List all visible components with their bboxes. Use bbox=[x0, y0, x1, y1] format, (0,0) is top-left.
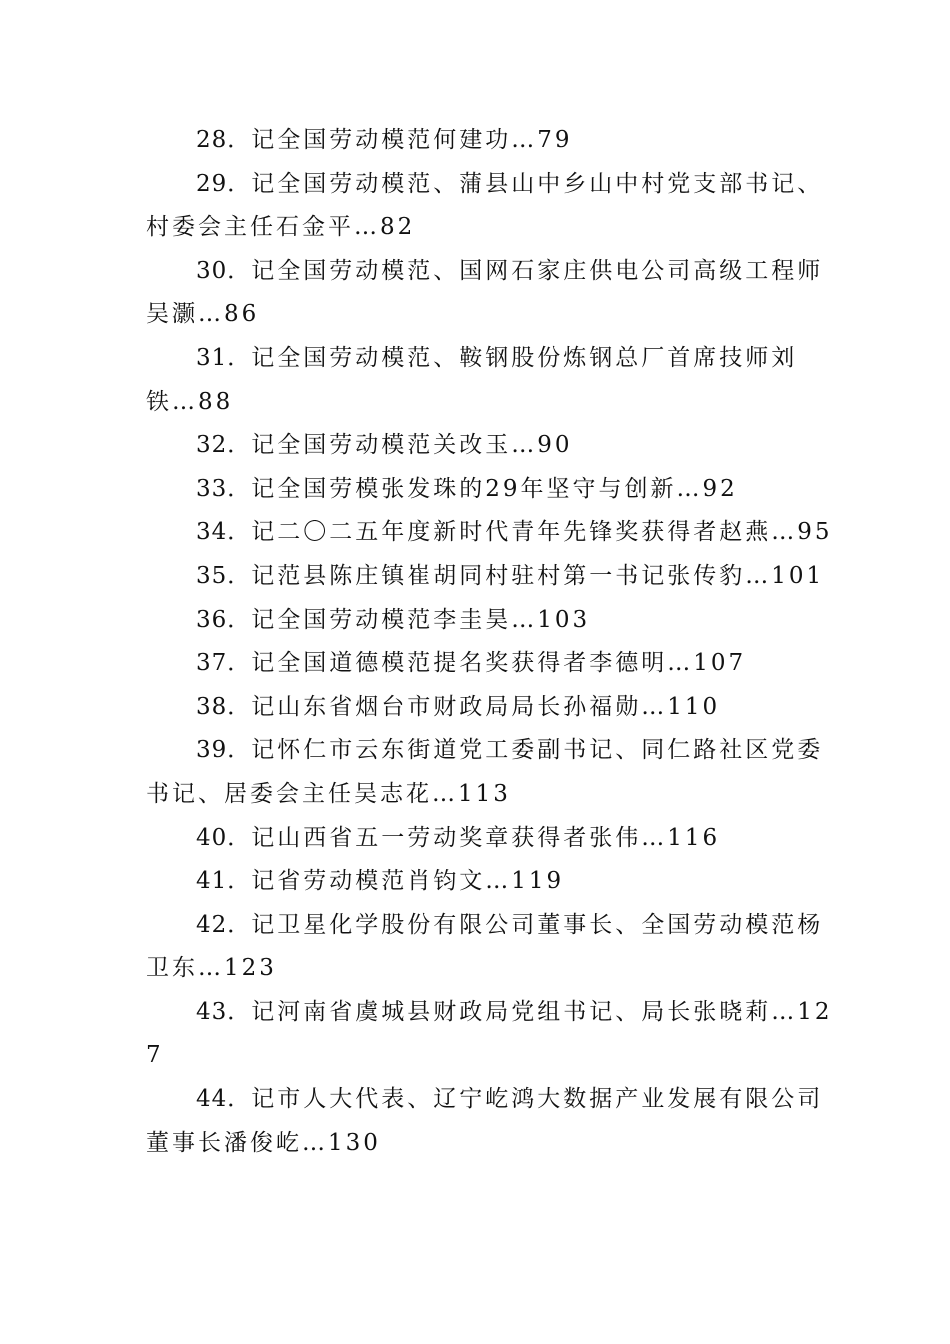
toc-entry-number: 41． bbox=[196, 868, 252, 895]
toc-entry-text: 记全国劳动模范、鞍钢股份炼钢总厂首席技师刘铁…88 bbox=[146, 344, 798, 415]
toc-entry-number: 40． bbox=[196, 824, 252, 851]
toc-entry-text: 记山东省烟台市财政局局长孙福勋…110 bbox=[251, 693, 721, 720]
toc-entry-number: 32． bbox=[196, 432, 252, 459]
toc-entry-37 bbox=[146, 642, 836, 686]
toc-entry-31 bbox=[146, 337, 836, 424]
toc-entry-number: 31． bbox=[196, 344, 252, 371]
toc-entry-text: 记二〇二五年度新时代青年先锋奖获得者赵燕…95 bbox=[251, 519, 833, 546]
toc-entry-text: 记河南省虞城县财政局党组书记、局长张晓莉…127 bbox=[146, 998, 833, 1069]
toc-entry-32 bbox=[146, 424, 836, 468]
toc-entry-34 bbox=[146, 511, 836, 555]
toc-entry-number: 38． bbox=[196, 693, 252, 720]
toc-entry-28 bbox=[146, 119, 836, 163]
toc-entry-number: 28． bbox=[196, 127, 252, 153]
toc-entry-number: 43． bbox=[196, 998, 252, 1025]
toc-entry-text: 记全国劳动模范李圭昊…103 bbox=[251, 606, 591, 633]
toc-entry-number: 42． bbox=[196, 911, 252, 938]
table-of-contents bbox=[146, 119, 836, 1165]
toc-entry-30 bbox=[146, 250, 836, 337]
toc-entry-text: 记卫星化学股份有限公司董事长、全国劳动模范杨卫东…123 bbox=[146, 911, 824, 982]
toc-entry-text: 记全国劳动模范关改玉…90 bbox=[251, 432, 573, 459]
toc-entry-43 bbox=[146, 991, 836, 1078]
toc-entry-number: 29． bbox=[196, 170, 252, 197]
toc-entry-text: 记全国劳动模范、国网石家庄供电公司高级工程师吴灏…86 bbox=[146, 257, 824, 328]
toc-entry-number: 37． bbox=[196, 650, 252, 677]
toc-entry-number: 33． bbox=[196, 475, 252, 502]
toc-entry-text: 记全国劳动模范、蒲县山中乡山中村党支部书记、村委会主任石金平…82 bbox=[146, 170, 824, 241]
toc-entry-text: 记怀仁市云东街道党工委副书记、同仁路社区党委书记、居委会主任吴志花…113 bbox=[146, 737, 824, 807]
toc-entry-number: 44． bbox=[196, 1086, 252, 1113]
toc-entry-text: 记市人大代表、辽宁屹鸿大数据产业发展有限公司董事长潘俊屹…130 bbox=[146, 1086, 824, 1156]
toc-entry-35 bbox=[146, 555, 836, 599]
toc-entry-text: 记全国劳模张发珠的29年坚守与创新…92 bbox=[251, 475, 738, 502]
toc-entry-38 bbox=[146, 686, 836, 730]
toc-entry-41 bbox=[146, 860, 836, 904]
toc-entry-text: 记全国劳动模范何建功…79 bbox=[251, 127, 573, 153]
toc-entry-number: 30． bbox=[196, 257, 252, 284]
toc-entry-number: 39． bbox=[196, 737, 252, 764]
toc-entry-40 bbox=[146, 817, 836, 861]
toc-entry-text: 记范县陈庄镇崔胡同村驻村第一书记张传豹…101 bbox=[251, 562, 825, 589]
toc-entry-42 bbox=[146, 904, 836, 991]
toc-entry-33 bbox=[146, 468, 836, 512]
toc-entry-29 bbox=[146, 163, 836, 250]
toc-entry-39 bbox=[146, 729, 836, 816]
toc-entry-36 bbox=[146, 599, 836, 643]
toc-entry-text: 记山西省五一劳动奖章获得者张伟…116 bbox=[251, 824, 721, 851]
toc-entry-44 bbox=[146, 1078, 836, 1165]
toc-entry-number: 36． bbox=[196, 606, 252, 633]
toc-entry-text: 记省劳动模范肖钧文…119 bbox=[251, 868, 565, 895]
toc-entry-number: 34． bbox=[196, 519, 252, 546]
toc-entry-text: 记全国道德模范提名奖获得者李德明…107 bbox=[251, 650, 747, 677]
toc-entry-number: 35． bbox=[196, 562, 252, 589]
